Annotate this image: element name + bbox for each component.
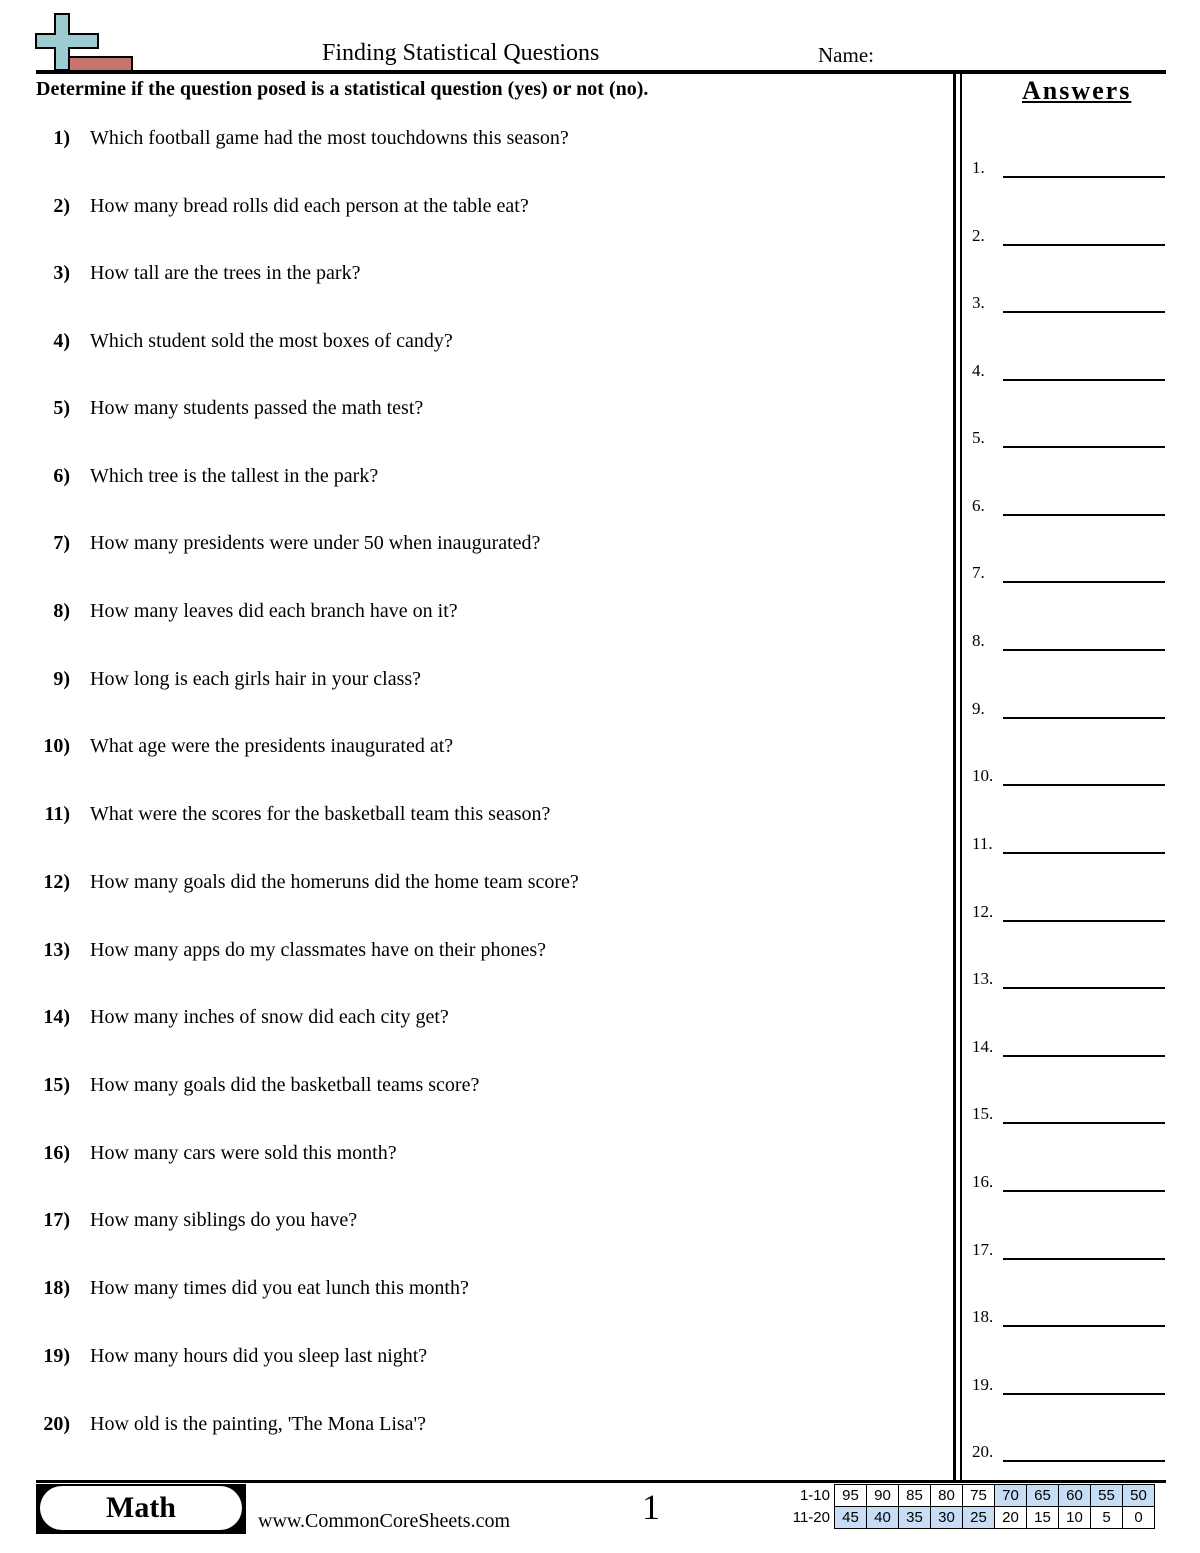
score-cell: 45 bbox=[835, 1507, 867, 1529]
answer-blank[interactable] bbox=[1003, 1325, 1165, 1327]
page-number: 1 bbox=[642, 1487, 660, 1527]
score-cell: 75 bbox=[963, 1485, 995, 1507]
question-number: 18) bbox=[43, 1277, 70, 1299]
answer-label: 13. bbox=[972, 969, 994, 988]
question-number: 15) bbox=[43, 1074, 70, 1096]
score-row bbox=[782, 1507, 1155, 1529]
question-number: 3) bbox=[53, 262, 70, 284]
question-number: 7) bbox=[53, 532, 70, 554]
answer-blank[interactable] bbox=[1003, 852, 1165, 854]
answer-blank[interactable] bbox=[1003, 1122, 1165, 1124]
question-number: 4) bbox=[53, 330, 70, 352]
question-text: How many bread rolls did each person at the table eat? bbox=[90, 195, 529, 217]
answer-label: 9. bbox=[972, 699, 985, 718]
score-cell: 95 bbox=[835, 1485, 867, 1507]
answer-label: 3. bbox=[972, 293, 985, 312]
question-number: 14) bbox=[43, 1006, 70, 1028]
score-range-label: 1-10 bbox=[799, 1487, 830, 1504]
answer-blank[interactable] bbox=[1003, 649, 1165, 651]
answer-blank[interactable] bbox=[1003, 717, 1165, 719]
question-text: How many goals did the homeruns did the home team score? bbox=[90, 871, 579, 893]
question-text: How many leaves did each branch have on it? bbox=[90, 600, 458, 622]
answer-blank[interactable] bbox=[1003, 176, 1165, 178]
header-rule bbox=[36, 70, 1166, 74]
plus-logo-icon bbox=[34, 12, 134, 74]
score-cell: 10 bbox=[1059, 1507, 1091, 1529]
score-cell: 55 bbox=[1091, 1485, 1123, 1507]
score-cell: 65 bbox=[1027, 1485, 1059, 1507]
answer-label: 15. bbox=[972, 1104, 994, 1123]
question-number: 9) bbox=[53, 668, 70, 690]
answer-blank[interactable] bbox=[1003, 1055, 1165, 1057]
answer-label: 12. bbox=[972, 902, 994, 921]
answer-label: 2. bbox=[972, 226, 985, 245]
question-text: Which football game had the most touchdowns this season? bbox=[90, 127, 569, 149]
question-number: 20) bbox=[43, 1413, 70, 1435]
answer-label: 14. bbox=[972, 1037, 994, 1056]
answer-blank[interactable] bbox=[1003, 379, 1165, 381]
worksheet-title: Finding Statistical Questions bbox=[322, 40, 600, 66]
score-cell: 0 bbox=[1123, 1507, 1155, 1529]
question-text: What were the scores for the basketball team this season? bbox=[90, 803, 551, 825]
score-cell: 70 bbox=[995, 1485, 1027, 1507]
answer-label: 8. bbox=[972, 631, 985, 650]
question-text: How many apps do my classmates have on their phones? bbox=[90, 939, 547, 961]
question-text: How many goals did the basketball teams score? bbox=[90, 1074, 480, 1096]
name-label: Name: bbox=[818, 43, 874, 67]
subject-badge: Math bbox=[40, 1486, 242, 1530]
question-text: How many presidents were under 50 when inaugurated? bbox=[90, 532, 541, 554]
question-number: 12) bbox=[43, 871, 70, 893]
question-number: 1) bbox=[53, 127, 70, 149]
question-text: What age were the presidents inaugurated at? bbox=[90, 735, 454, 757]
question-text: Which student sold the most boxes of candy? bbox=[90, 330, 453, 352]
answer-label: 4. bbox=[972, 361, 985, 380]
score-range-label: 11-20 bbox=[792, 1509, 830, 1526]
answer-blank[interactable] bbox=[1003, 244, 1165, 246]
answer-label: 17. bbox=[972, 1240, 994, 1259]
score-cell: 20 bbox=[995, 1507, 1027, 1529]
question-text: Which tree is the tallest in the park? bbox=[90, 465, 379, 487]
score-cell: 5 bbox=[1091, 1507, 1123, 1529]
answer-blank[interactable] bbox=[1003, 1393, 1165, 1395]
score-cell: 35 bbox=[899, 1507, 931, 1529]
answer-label: 5. bbox=[972, 428, 985, 447]
answer-blank[interactable] bbox=[1003, 581, 1165, 583]
answer-blank[interactable] bbox=[1003, 987, 1165, 989]
answer-label: 6. bbox=[972, 496, 985, 515]
score-cell: 40 bbox=[867, 1507, 899, 1529]
score-cell: 85 bbox=[899, 1485, 931, 1507]
answer-blank[interactable] bbox=[1003, 446, 1165, 448]
answer-blank[interactable] bbox=[1003, 784, 1165, 786]
question-number: 11) bbox=[44, 803, 70, 825]
column-divider bbox=[953, 72, 956, 1480]
score-row bbox=[782, 1485, 1155, 1507]
instructions: Determine if the question posed is a statistical question (yes) or not (no). bbox=[36, 78, 649, 100]
answer-blank[interactable] bbox=[1003, 1460, 1165, 1462]
answer-blank[interactable] bbox=[1003, 920, 1165, 922]
question-number: 16) bbox=[43, 1142, 70, 1164]
answer-blank[interactable] bbox=[1003, 514, 1165, 516]
answer-label: 20. bbox=[972, 1442, 994, 1461]
question-number: 10) bbox=[43, 735, 70, 757]
answer-blank[interactable] bbox=[1003, 311, 1165, 313]
answer-label: 10. bbox=[972, 766, 994, 785]
score-cell: 30 bbox=[931, 1507, 963, 1529]
question-text: How many hours did you sleep last night? bbox=[90, 1345, 428, 1367]
question-text: How many cars were sold this month? bbox=[90, 1142, 397, 1164]
answer-label: 19. bbox=[972, 1375, 994, 1394]
answer-label: 18. bbox=[972, 1307, 994, 1326]
score-cell: 90 bbox=[867, 1485, 899, 1507]
question-number: 19) bbox=[43, 1345, 70, 1367]
footer-rule bbox=[36, 1480, 1166, 1483]
website-link[interactable]: www.CommonCoreSheets.com bbox=[258, 1510, 511, 1532]
score-cell: 80 bbox=[931, 1485, 963, 1507]
score-cell: 15 bbox=[1027, 1507, 1059, 1529]
answer-label: 1. bbox=[972, 158, 985, 177]
question-number: 5) bbox=[53, 397, 70, 419]
question-text: How many inches of snow did each city get? bbox=[90, 1006, 449, 1028]
question-text: How long is each girls hair in your class? bbox=[90, 668, 422, 690]
question-text: How many siblings do you have? bbox=[90, 1209, 358, 1231]
score-cell: 60 bbox=[1059, 1485, 1091, 1507]
question-text: How many times did you eat lunch this month? bbox=[90, 1277, 469, 1299]
question-number: 13) bbox=[43, 939, 70, 961]
score-cell: 25 bbox=[963, 1507, 995, 1529]
score-cell: 50 bbox=[1123, 1485, 1155, 1507]
question-text: How old is the painting, 'The Mona Lisa'? bbox=[90, 1413, 427, 1435]
answer-blank[interactable] bbox=[1003, 1258, 1165, 1260]
question-number: 2) bbox=[53, 195, 70, 217]
score-table bbox=[782, 1484, 1155, 1529]
answer-label: 16. bbox=[972, 1172, 994, 1191]
answers-title: Answers bbox=[1022, 76, 1132, 105]
answer-label: 7. bbox=[972, 563, 985, 582]
question-number: 17) bbox=[43, 1209, 70, 1231]
question-number: 6) bbox=[53, 465, 70, 487]
answer-label: 11. bbox=[972, 834, 993, 853]
question-number: 8) bbox=[53, 600, 70, 622]
column-divider-inner bbox=[960, 72, 962, 1480]
question-text: How tall are the trees in the park? bbox=[90, 262, 361, 284]
answer-blank[interactable] bbox=[1003, 1190, 1165, 1192]
question-text: How many students passed the math test? bbox=[90, 397, 424, 419]
